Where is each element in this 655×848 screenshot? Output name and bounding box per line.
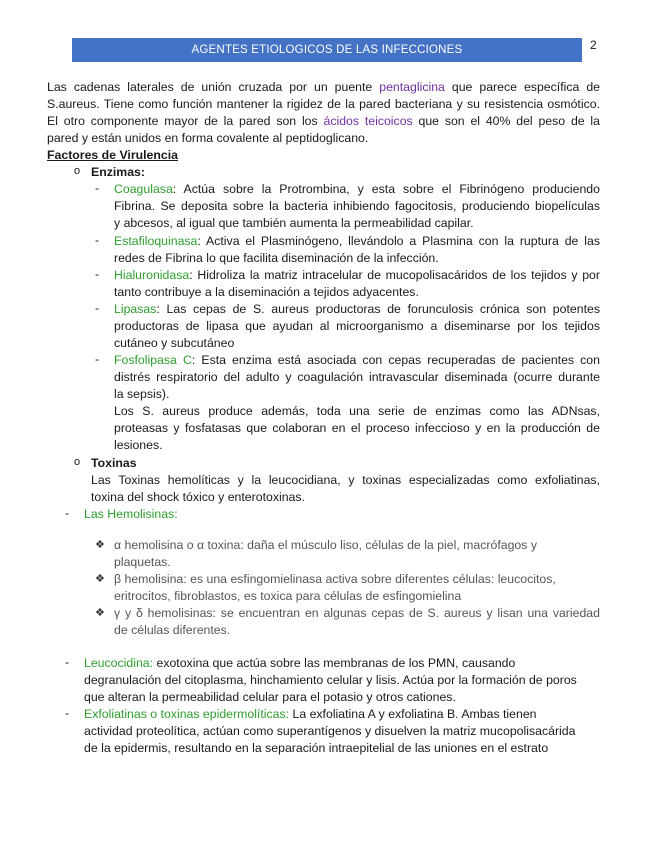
term-pentaglicina: pentaglicina xyxy=(379,80,445,94)
alpha-hemolisina-line-2: plaquetas. xyxy=(114,555,171,569)
leucocidina-line-3: que alteran la permeabilidad celular para el potasio y otros cationes. xyxy=(84,690,456,704)
diamond-bullet-beta: ❖ xyxy=(95,573,105,585)
dash-coagulasa: - xyxy=(95,181,100,195)
intro-line-3: El otro componente mayor de la pared son los ácidos teicoicos que son el 40% del peso de la xyxy=(47,114,600,128)
coagulasa-line-2: Fibrina. Se deposita sobre la bacteria inhibiendo fagocitosis, produciendo biopelículas xyxy=(114,199,600,213)
dash-fosfolipasa: - xyxy=(95,352,100,366)
lipasas-line-2: productoras de lipasa que ayudan al microorganismo a diseminarse por los tejidos xyxy=(114,319,600,333)
dash-estafiloquinasa: - xyxy=(95,233,100,247)
toxinas-line-1: Las Toxinas hemolíticas y la leucocidiana, y toxinas especializadas como exfoliatinas, xyxy=(91,473,600,487)
section-title-virulencia: Factores de Virulencia xyxy=(47,148,178,162)
fosfolipasa-line-2: distrés respiratorio del adulto y coagulación intravascular diseminada (ocurre durante xyxy=(114,370,600,384)
diamond-bullet-alpha: ❖ xyxy=(95,539,105,551)
diamond-bullet-gamma: ❖ xyxy=(95,607,105,619)
bullet-toxinas: o xyxy=(74,456,81,468)
term-fosfolipasa-c: Fosfolipasa C xyxy=(114,353,192,367)
lipasas-line-1: Lipasas: Las cepas de S. aureus productoras de forunculosis crónica son potentes xyxy=(114,302,600,316)
term-hemolisinas: Las Hemolisinas: xyxy=(84,507,178,521)
term-leucocidina: Leucocidina: xyxy=(84,656,154,670)
exfoliatinas-line-2: actividad proteolítica, actúan como superantígenos y disuelven la matriz mucopolisacárida xyxy=(84,724,576,738)
fosfolipasa-line-3: la sepsis). xyxy=(114,387,170,401)
dash-hemolisinas: - xyxy=(65,506,70,520)
coagulasa-line-1: Coagulasa: Actúa sobre la Protrombina, y esta sobre el Fibrinógeno produciendo xyxy=(114,182,600,196)
dash-lipasas: - xyxy=(95,301,100,315)
intro-line-1: Las cadenas laterales de unión cruzada por un puente pentaglicina que parece específica de xyxy=(47,80,600,94)
alpha-hemolisina-line-1: α hemolisina o α toxina: daña el músculo liso, células de la piel, macrófagos y xyxy=(114,538,537,552)
intro-line-4: pared y están unidos en forma covalente al peptidoglicano. xyxy=(47,131,369,145)
exfoliatinas-line-1: Exfoliatinas o toxinas epidermolíticas: La exfoliatina A y exfoliatina B. Ambas tienen xyxy=(84,707,537,721)
estafiloquinasa-line-1: Estafiloquinasa: Activa el Plasminógeno, llevándolo a Plasmina con la ruptura de las xyxy=(114,234,600,248)
term-lipasas: Lipasas xyxy=(114,302,157,316)
enzymes-extra-line-3: lesiones. xyxy=(114,438,163,452)
page-header-bar xyxy=(72,38,582,62)
fosfolipasa-line-1: Fosfolipasa C: Esta enzima está asociada con cepas recuperadas de pacientes con xyxy=(114,353,600,367)
bullet-enzimas: o xyxy=(74,165,81,177)
dash-exfoliatinas: - xyxy=(65,706,70,720)
dash-leucocidina: - xyxy=(65,655,70,669)
hialuronidasa-line-1: Hialuronidasa: Hidroliza la matriz intracelular de mucopolisacáridos de los tejidos y por xyxy=(114,268,600,282)
beta-hemolisina-line-1: β hemolisina: es una esfingomielinasa activa sobre diferentes células: leucocitos, xyxy=(114,572,556,586)
subsection-toxinas: Toxinas xyxy=(91,456,137,470)
term-coagulasa: Coagulasa xyxy=(114,182,173,196)
lipasas-line-3: cutáneo y subcutáneo xyxy=(114,336,235,350)
enzymes-extra-line-1: Los S. aureus produce además, toda una serie de enzimas como las ADNsas, xyxy=(114,404,600,418)
hialuronidasa-line-2: tanto contribuye a la diseminación a tejidos adyacentes. xyxy=(114,285,419,299)
page-number: 2 xyxy=(590,38,597,52)
dash-hialuronidasa: - xyxy=(95,267,100,281)
term-estafiloquinasa: Estafiloquinasa xyxy=(114,234,198,248)
enzymes-extra-line-2: proteasas y fosfatasas que colaboran en el proceso infeccioso y en la producción de xyxy=(114,421,600,435)
leucocidina-line-1: Leucocidina: exotoxina que actúa sobre las membranas de los PMN, causando xyxy=(84,656,516,670)
intro-line-2: S.aureus. Tiene como función mantener la rigidez de la pared bacteriana y su resistencia osmótico. xyxy=(47,97,600,111)
coagulasa-line-3: y abcesos, al igual que también aumenta la permeabilidad capilar. xyxy=(114,216,474,230)
gamma-hemolisina-line-1: γ y δ hemolisinas: se encuentran en algunas cepas de S. aureus y lisan una variedad xyxy=(114,606,600,620)
subsection-enzimas: Enzimas: xyxy=(91,165,145,179)
estafiloquinasa-line-2: redes de Fibrina lo que facilita diseminación de la infección. xyxy=(114,251,439,265)
toxinas-line-2: toxina del shock tóxico y enterotoxinas. xyxy=(91,490,305,504)
term-hialuronidasa: Hialuronidasa xyxy=(114,268,190,282)
term-exfoliatinas: Exfoliatinas o toxinas epidermolíticas: xyxy=(84,707,290,721)
leucocidina-line-2: degranulación del citoplasma, hinchamiento celular y lisis. Actúa por la formación de poros xyxy=(84,673,577,687)
header-title: AGENTES ETIOLOGICOS DE LAS INFECCIONES xyxy=(191,44,463,56)
exfoliatinas-line-3: de la epidermis, resultando en la separación intraepitelial de las uniones en el estrato xyxy=(84,741,549,755)
beta-hemolisina-line-2: eritrocitos, fibroblastos, es toxica para células de esfingomielina xyxy=(114,589,462,603)
term-acidos-teicoicos: ácidos teicoicos xyxy=(323,114,413,128)
gamma-hemolisina-line-2: de células diferentes. xyxy=(114,623,231,637)
